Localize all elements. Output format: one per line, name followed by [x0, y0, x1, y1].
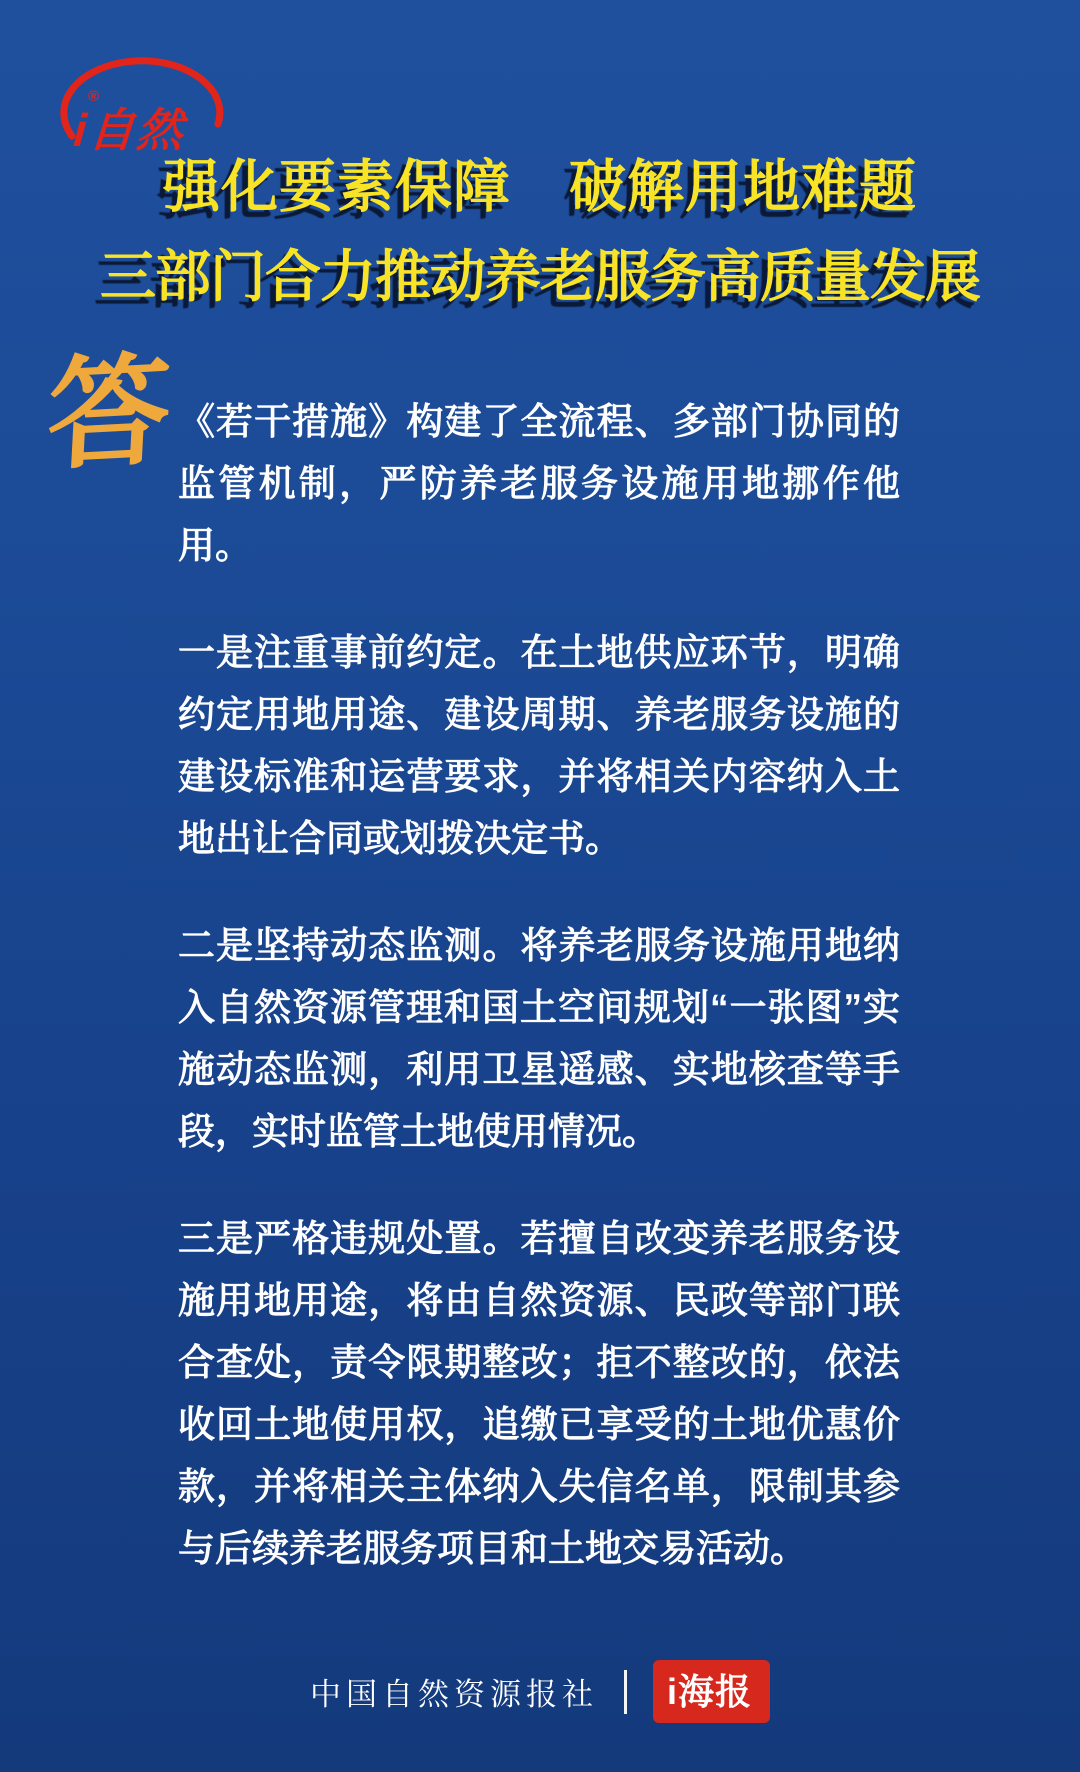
paragraph-intro: 《若干措施》构建了全流程、多部门协同的监管机制，严防养老服务设施用地挪作他用。: [178, 401, 900, 566]
paragraph-point-one: 一是注重事前约定。在土地供应环节，明确约定用地用途、建设周期、养老服务设施的建设标准和运营要求，并将相关内容纳入土地出让合同或划拨决定书。: [178, 632, 900, 859]
publisher-name: 中国自然资源报社: [309, 1677, 598, 1712]
answer-marker: 答: [44, 341, 174, 485]
headline: [0, 142, 1080, 322]
footer: [0, 1660, 1080, 1723]
logo-brand-text: i自然: [71, 104, 187, 156]
body-text: [178, 391, 900, 1625]
paragraph-point-three: 三是严格违规处置。若擅自改变养老服务设施用地用途，将由自然资源、民政等部门联合查处，责令限期整改；拒不整改的，依法收回土地使用权，追缴已享受的土地优惠价款，并将相关主体纳入失信名单，限制其参与后续养老服务项目和土地交易活动。: [178, 1218, 900, 1569]
paragraph-point-two: 二是坚持动态监测。将养老服务设施用地纳入自然资源管理和国土空间规划“一张图”实施动态监测，利用卫星遥感、实地核查等手段，实时监管土地使用情况。: [178, 925, 900, 1152]
headline-line-1: 强化要素保障 破解用地难题: [163, 155, 917, 219]
headline-line-2: 三部门合力推动养老服务高质量发展: [100, 245, 980, 308]
ihaibao-badge: i海报: [653, 1660, 770, 1723]
footer-divider: [624, 1670, 627, 1714]
registered-mark: ®: [88, 88, 100, 105]
inature-logo: [42, 36, 252, 154]
